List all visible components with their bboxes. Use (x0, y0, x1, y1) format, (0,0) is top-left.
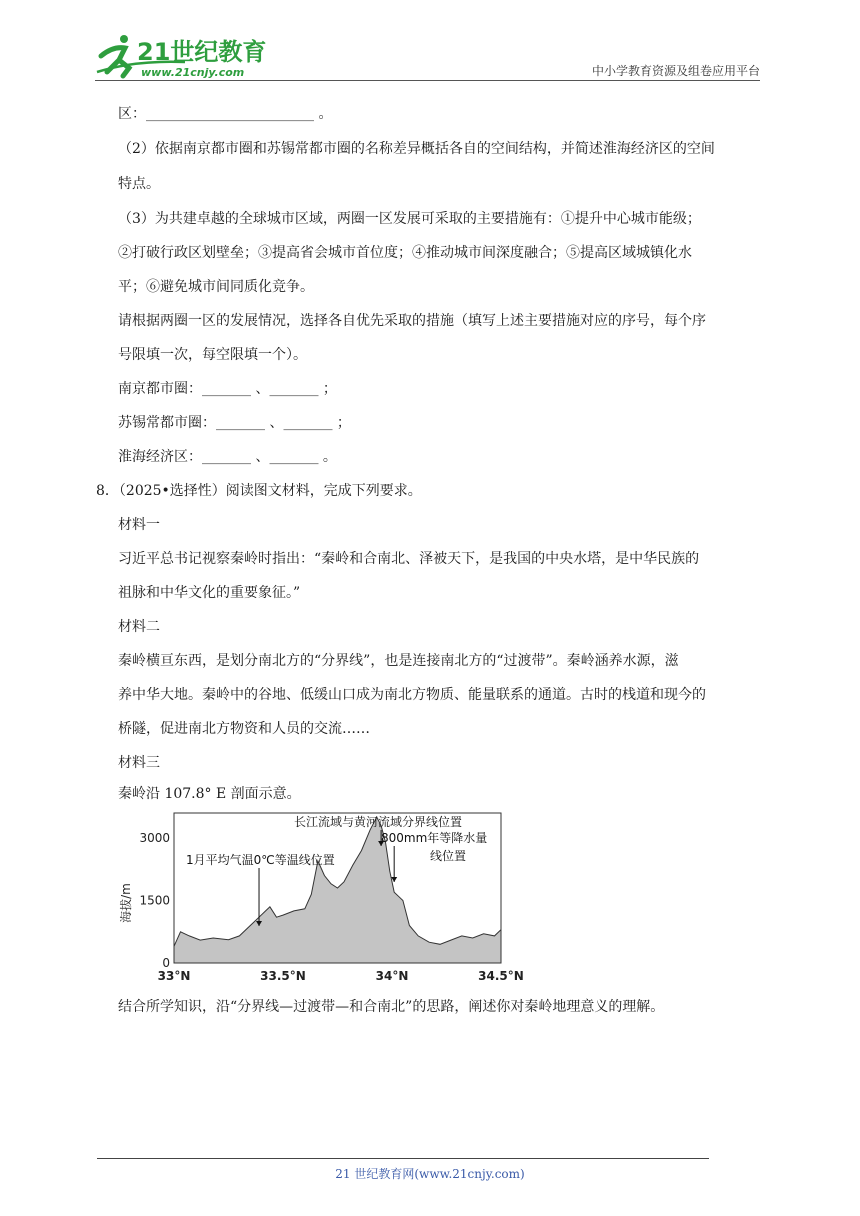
answer-line: 区：________________________ 。 (118, 106, 333, 122)
question-3: （3）为共建卓越的全球城市区域，两圈一区发展可采取的主要措施有：①提升中心城市能级； (118, 211, 701, 227)
question-3-cont: 平；⑥避免城市间同质化竞争。 (118, 279, 314, 295)
fill-nanjing: 南京都市圈：_______ 、_______ ； (118, 381, 337, 397)
footer-text: 21 世纪教育网(www.21cnjy.com) (335, 1167, 525, 1181)
fill-huaihai: 淮海经济区：_______ 、_______ 。 (118, 449, 337, 465)
question-8: 8．（2025•选择性）阅读图文材料，完成下列要求。 (96, 483, 422, 499)
y-tick-label: 3000 (139, 831, 170, 845)
platform-name: 中小学教育资源及组卷应用平台 (591, 64, 760, 78)
qinling-profile-chart (116, 808, 526, 988)
annotation-label: 线位置 (430, 849, 467, 863)
question-2-cont: 特点。 (118, 176, 160, 192)
material-2-text-cont: 桥隧，促进南北方物资和人员的交流…… (118, 721, 370, 737)
annotation-label: 800mm年等降水量 (381, 831, 488, 845)
fill-suxichang: 苏锡常都市圈：_______ 、_______ ； (118, 415, 351, 431)
material-1-heading: 材料一 (118, 517, 160, 533)
material-3-heading: 材料三 (118, 755, 160, 771)
question-3-cont: ②打破行政区划壁垒；③提高省会城市首位度；④推动城市间深度融合；⑤提高区域城镇化水 (118, 245, 692, 261)
annotation-label: 长江流域与黄河流域分界线位置 (294, 815, 463, 829)
footer-divider (97, 1158, 709, 1159)
x-tick-label: 33°N (157, 969, 191, 983)
annotation-label: 1月平均气温0℃等温线位置 (186, 853, 335, 867)
x-tick-label: 34.5°N (478, 969, 524, 983)
y-axis-label: 海拔/m (119, 883, 133, 923)
final-question: 结合所学知识，沿“分界线—过渡带—和合南北”的思路，阐述你对秦岭地理意义的理解。 (118, 999, 665, 1015)
material-3-caption: 秦岭沿 107.8° E 剖面示意。 (118, 786, 301, 802)
instruction: 请根据两圈一区的发展情况，选择各自优先采取的措施（填写上述主要措施对应的序号，每个序 (118, 313, 706, 329)
material-2-text-cont: 养中华大地。秦岭中的谷地、低缓山口成为南北方物质、能量联系的通道。古时的栈道和现今的 (118, 687, 706, 703)
svg-text:21世纪教育: 21世纪教育 (137, 38, 267, 66)
instruction-cont: 号限填一次，每空限填一个）。 (118, 347, 307, 363)
material-1-text-cont: 祖脉和中华文化的重要象征。” (118, 585, 301, 601)
question-2: （2）依据南京都市圈和苏锡常都市圈的名称差异概括各自的空间结构，并简述淮海经济区的空间 (118, 141, 715, 157)
material-2-text: 秦岭横亘东西，是划分南北方的“分界线”，也是连接南北方的“过渡带”。秦岭涵养水源，滋 (118, 653, 679, 669)
material-1-text: 习近平总书记视察秦岭时指出：“秦岭和合南北、泽被天下，是我国的中央水塔，是中华民族的 (118, 551, 700, 567)
x-tick-label: 33.5°N (260, 969, 306, 983)
page-header (0, 0, 860, 80)
y-tick-label: 0 (162, 956, 170, 970)
y-tick-label: 1500 (139, 893, 170, 908)
material-2-heading: 材料二 (118, 619, 160, 635)
x-tick-label: 34°N (375, 969, 409, 983)
logo-21cnjy (95, 32, 270, 80)
header-divider (95, 80, 760, 81)
svg-text:www.21cnjy.com: www.21cnjy.com (141, 66, 245, 79)
